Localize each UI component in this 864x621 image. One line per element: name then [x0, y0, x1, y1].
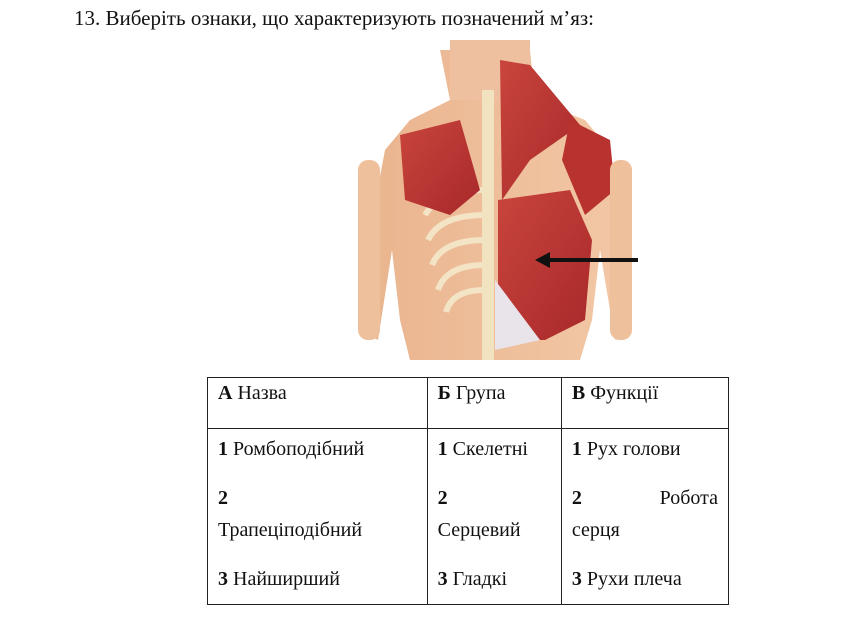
table-header-row: [208, 378, 729, 429]
options-function: [561, 429, 728, 605]
question-text: Виберіть ознаки, що характеризують позначений м’яз:: [105, 6, 594, 30]
left-arm: [358, 160, 380, 340]
option-function-1: 1 Рух голови: [571, 438, 681, 460]
spine: [482, 90, 494, 360]
option-name-2: 2 Трапеціподібний: [218, 487, 363, 541]
header-group: Б Група: [427, 378, 561, 429]
options-name: [208, 429, 428, 605]
option-group-2: 2 Серцевий: [437, 487, 521, 541]
option-group-1: 1 Скелетні: [437, 438, 528, 460]
right-arm: [610, 160, 632, 340]
option-name-3: 3 Найширший: [218, 568, 340, 590]
question-number: 13.: [74, 6, 101, 30]
header-name: А Назва: [208, 378, 428, 429]
option-function-2: 2 Робота серця: [571, 487, 718, 541]
option-name-1: 1 Ромбоподібний: [218, 438, 365, 460]
option-function-3: 3 Рухи плеча: [571, 568, 682, 590]
answer-options-table: [207, 377, 729, 605]
question-title: [74, 6, 594, 31]
header-function: В Функції: [561, 378, 728, 429]
table-options-row: [208, 429, 729, 605]
options-group: [427, 429, 561, 605]
option-group-3: 3 Гладкі: [437, 568, 508, 590]
back-muscles-illustration: [330, 40, 660, 370]
